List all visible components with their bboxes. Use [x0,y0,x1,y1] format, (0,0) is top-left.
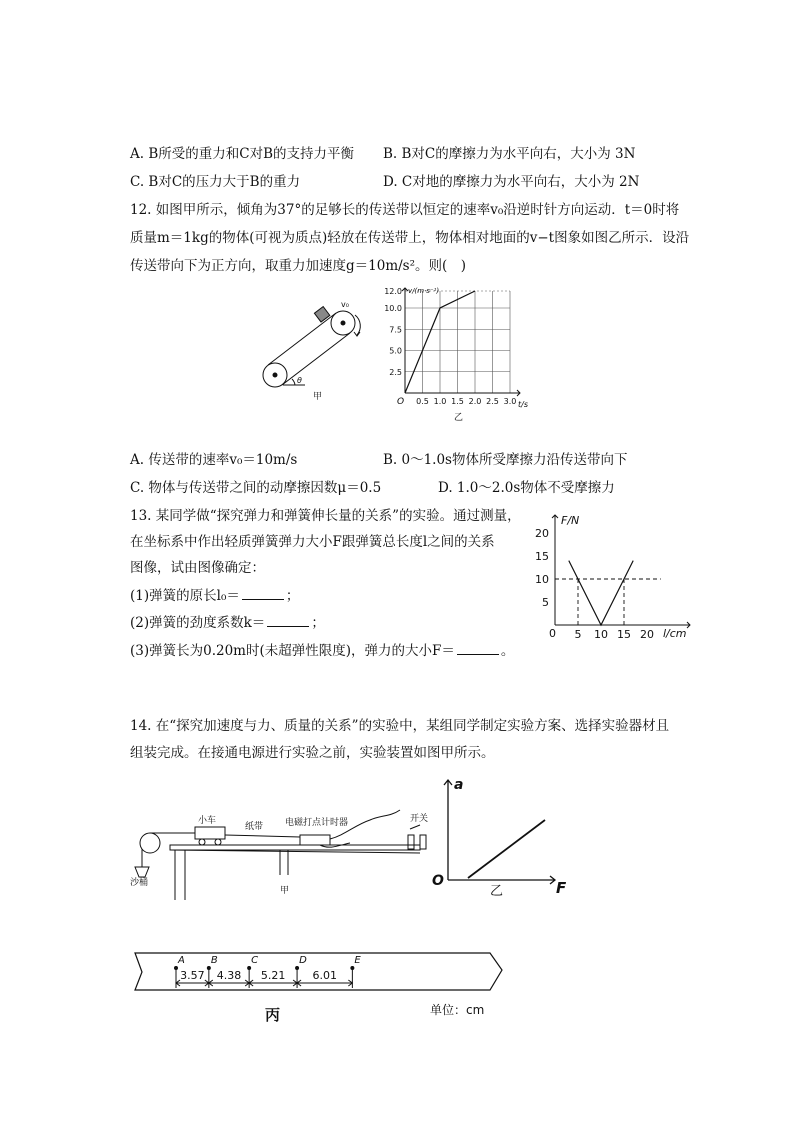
q13-part2-end: ； [311,615,325,631]
af-caption: 乙 [490,884,504,899]
tape-label: 纸带 [245,822,264,832]
tape-gap-label: 4.38 [216,969,242,982]
q12-stem-line2: 质量m＝1kg的物体(可视为质点)轻放在传送带上，物体相对地面的v−t图象如图乙所示．设沿 [130,230,690,246]
vt-xtick-label: 2.5 [486,397,499,406]
tape-point-label: E [354,955,361,966]
tape-caption: 丙 [265,1006,281,1024]
switch [410,825,420,829]
af-origin: O [432,873,444,889]
tape-point-label: A [178,955,185,966]
q14-stem-line2: 组装完成。在接通电源进行实验之前，实验装置如图甲所示。 [130,745,495,761]
tape-point-label: D [299,955,307,966]
q13-answer-blank-1[interactable] [242,587,284,600]
q13-part2-text: (2)弹簧的劲度系数k＝ [130,615,266,631]
vt-xtick-label: 3.0 [503,397,517,406]
q11-option-d: D. C对地的摩擦力为水平向右，大小为 2N [383,174,640,190]
apparatus-caption: 甲 [280,886,290,896]
l-axis-label: l/cm [663,627,687,640]
q12-option-b: B. 0～1.0s物体所受摩擦力沿传送带向下 [383,452,628,468]
battery [408,835,414,849]
vt-xtick-label: 1.0 [433,397,447,406]
vt-ytick-label: 2.5 [389,367,402,377]
q13-part3-end: 。 [500,643,515,659]
q13-stem-line3: 图像，试由图像确定： [130,560,265,576]
vt-ylabel: v/(m·s⁻¹) [408,287,440,295]
vt-ytick-label: 5.0 [389,346,402,356]
tape-point-label: C [251,955,259,966]
vt-xtick-label: 2.0 [468,397,482,406]
f-axis-label: F/N [561,514,580,527]
timer-label: 电磁打点计时器 [285,818,349,828]
fl-xtick-label: 10 [594,628,608,641]
figure-yi-caption: 乙 [454,413,464,423]
paper-tape-figure [130,948,510,1028]
vt-ytick-label: 7.5 [389,325,402,335]
q12-stem-line3: 传送带向下为正方向，取重力加速度g＝10m/s²。则( ) [130,258,467,274]
force-length-graph [535,510,700,645]
experiment-apparatus-figure [130,805,450,910]
tape-gap-label: 5.21 [260,969,286,982]
q13-answer-blank-2[interactable] [267,614,309,627]
af-graph [430,775,575,900]
vt-origin: O [397,397,405,407]
fl-ytick-label: 5 [542,596,549,609]
belt-speed-label: v₀ [341,300,349,309]
vt-ytick-label: 12.0 [384,287,402,296]
cart [195,827,225,839]
tape-unit: 单位：cm [430,1003,485,1017]
q13-answer-blank-3[interactable] [457,642,499,655]
q13-stem-line1: 13. 某同学做“探究弹力和弹簧伸长量的关系”的实验。通过测量， [130,508,521,524]
q13-stem-line2: 在坐标系中作出轻质弹簧弹力大小F跟弹簧总长度l之间的关系 [130,534,495,550]
bucket-label: 沙桶 [130,878,149,888]
board [170,845,420,850]
conveyor-belt-figure [255,295,375,405]
q12-stem-line1: 12. 如图甲所示，倾角为37°的足够长的传送带以恒定的速率v₀沿逆时针方向运动．t＝0时将 [130,202,680,218]
switch-label: 开关 [410,814,429,824]
vt-ytick-label: 10.0 [384,304,402,313]
vt-xtick-label: 1.5 [451,397,464,406]
q13-part1-text: (1)弹簧的原长l₀＝ [130,588,240,604]
q13-part1-end: ； [285,588,300,604]
fl-xtick-label: 20 [640,628,654,641]
tape-gap-label: 3.57 [180,969,205,982]
sand-bucket [135,867,149,877]
tape-point-label: B [210,955,218,966]
tape-gap-label: 6.01 [312,969,337,982]
fl-ytick-label: 20 [535,527,549,540]
fl-xtick-label: 5 [574,628,582,641]
q12-option-c: C. 物体与传送带之间的动摩擦因数μ＝0.5 [130,480,382,496]
q13-part1 [130,587,299,605]
af-line [468,820,545,878]
q12-option-d: D. 1.0～2.0s物体不受摩擦力 [438,480,615,496]
pulley [140,833,160,853]
vt-graph [370,283,540,423]
angle-label: θ [297,376,302,385]
q13-part2 [130,614,325,632]
q13-part3-text: (3)弹簧长为0.20m时(未超弹性限度)，弹力的大小F＝ [130,643,455,659]
a-axis-label: a [454,777,464,793]
q14-stem-line1: 14. 在“探究加速度与力、质量的关系”的实验中，某组同学制定实验方案、选择实验器材且 [130,718,670,734]
fl-origin: 0 [549,627,556,640]
fl-ytick-label: 15 [535,550,549,563]
vt-xlabel: t/s [518,400,528,409]
q13-part3 [130,642,514,660]
paper-tape [225,835,300,837]
q11-option-b: B. B对C的摩擦力为水平向右，大小为 3N [383,146,636,162]
force-length-curve [569,561,633,625]
q11-option-c: C. B对C的压力大于B的重力 [130,174,301,190]
timer [300,835,330,845]
q11-option-a: A. B所受的重力和C对B的支持力平衡 [130,146,355,162]
cart-label: 小车 [198,816,217,826]
fl-xtick-label: 15 [617,628,631,641]
vt-xtick-label: 0.5 [416,397,429,406]
f-axis-label-q14: F [556,879,567,897]
q12-option-a: A. 传送带的速率v₀＝10m/s [130,452,298,468]
fl-ytick-label: 10 [535,573,549,586]
figure-jia-caption: 甲 [313,392,323,402]
